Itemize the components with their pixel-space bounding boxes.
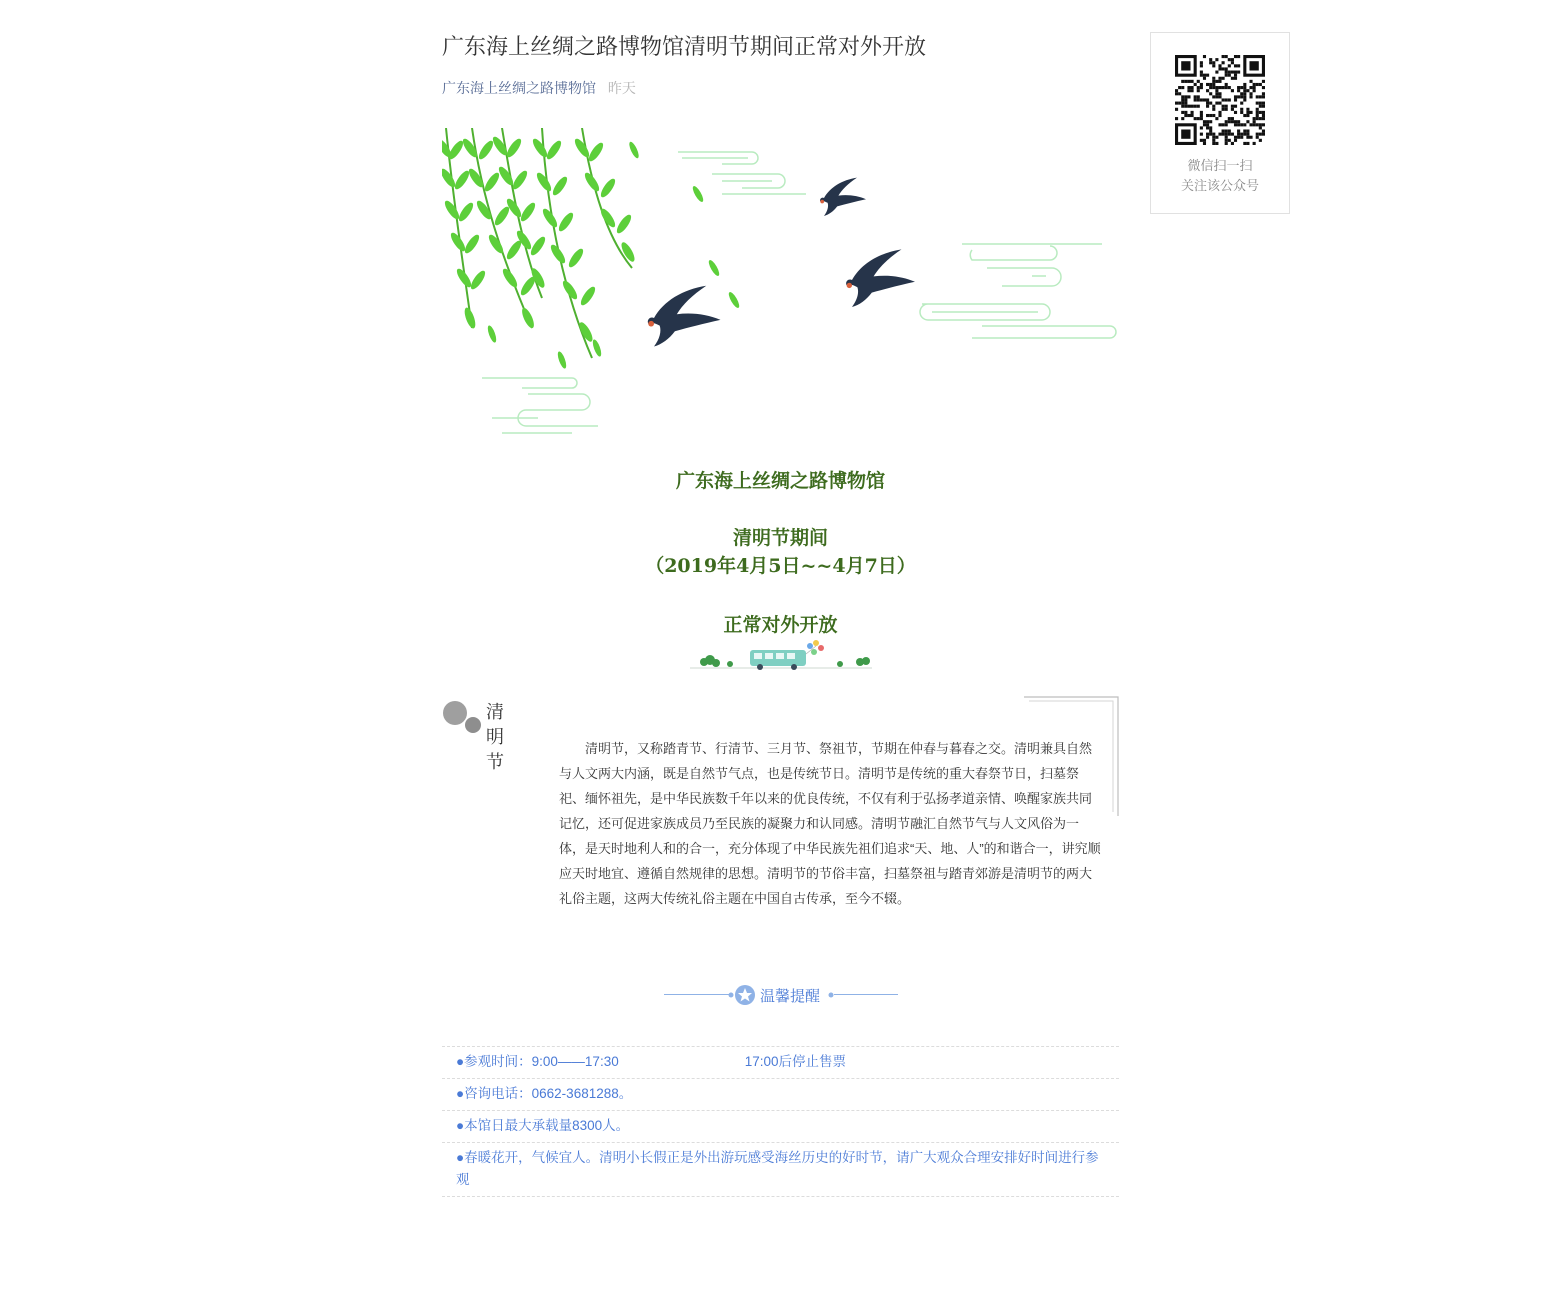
- intro-body-text: 清明节，又称踏青节、行清节、三月节、祭祖节，节期在仲春与暮春之交。清明兼具自然与人文两大内涵，既是自然节气点，也是传统节日。清明节是传统的重大春祭节日，扫墓祭祀、缅怀祖先，是中华民族数千年以来的优良传统，不仅有利于弘扬孝道亲情、唤醒家族共同记忆，还可促进家族成员乃至民族的凝聚力和认同感。清明节融汇自然节气与人文风俗为一体，是天时地利人和的合一，充分体现了中华民族先祖们追求“天、地、人”的和谐合一，讲究顺应天时地宜、遵循自然规律的思想。清明节的节俗丰富，扫墓祭祖与踏青郊游是清明节的两大礼俗主题，这两大传统礼俗主题在中国自古传承，至今不辍。: [559, 741, 1101, 906]
- tip-text: ●春暖花开，气候宜人。清明小长假正是外出游玩感受海丝历史的好时节，请广大观众合理安排好时间进行参观: [456, 1150, 1099, 1187]
- tip-text: ●咨询电话：0662-3681288。: [456, 1086, 633, 1101]
- vertical-title-char: 清: [486, 702, 504, 722]
- article-header: [442, 30, 1119, 98]
- tip-text: ●本馆日最大承载量8300人。: [456, 1118, 630, 1133]
- qr-caption-line1: 微信扫一扫: [1187, 158, 1253, 173]
- announcement-period-dates: （2019年4月5日~~4月7日）: [645, 555, 916, 577]
- bus-icon: [690, 638, 872, 674]
- qr-panel: [1150, 32, 1290, 214]
- article-meta: [442, 78, 1119, 98]
- announcement-period-label: 清明节期间: [732, 527, 828, 549]
- vertical-title-char: 明: [486, 727, 504, 747]
- vertical-title-char: 节: [486, 752, 504, 772]
- tip-item: [442, 1110, 1119, 1142]
- dot-icon: [826, 990, 836, 1000]
- willow-branches: [442, 128, 741, 369]
- publish-date: 昨天: [607, 80, 636, 96]
- tip-item: [442, 1046, 1119, 1078]
- announcement-status: 正常对外开放: [723, 614, 838, 636]
- star-icon: [734, 984, 756, 1006]
- divider: [664, 994, 730, 995]
- tips-list: [442, 1046, 1119, 1197]
- qingming-intro: [442, 696, 1119, 946]
- account-link[interactable]: 广东海上丝绸之路博物馆: [442, 80, 596, 96]
- qr-caption-line2: 关注该公众号: [1180, 178, 1259, 193]
- tip-text: ●参观时间：9:00——17:30: [456, 1054, 619, 1069]
- qr-code-icon[interactable]: [1175, 55, 1265, 145]
- divider: [834, 994, 898, 995]
- tips-title: 温馨提醒: [760, 988, 821, 1005]
- article-title: 广东海上丝绸之路博物馆清明节期间正常对外开放: [442, 34, 927, 59]
- willow-swallow-illustration: [442, 128, 1119, 434]
- tip-extra: 17:00后停止售票: [744, 1054, 847, 1069]
- announcement-museum: 广东海上丝绸之路博物馆: [675, 470, 885, 492]
- ink-dots-icon: [442, 698, 484, 734]
- tips-header: [660, 982, 900, 1008]
- tip-item: [442, 1142, 1119, 1197]
- tip-item: [442, 1078, 1119, 1110]
- vertical-title: [486, 700, 508, 775]
